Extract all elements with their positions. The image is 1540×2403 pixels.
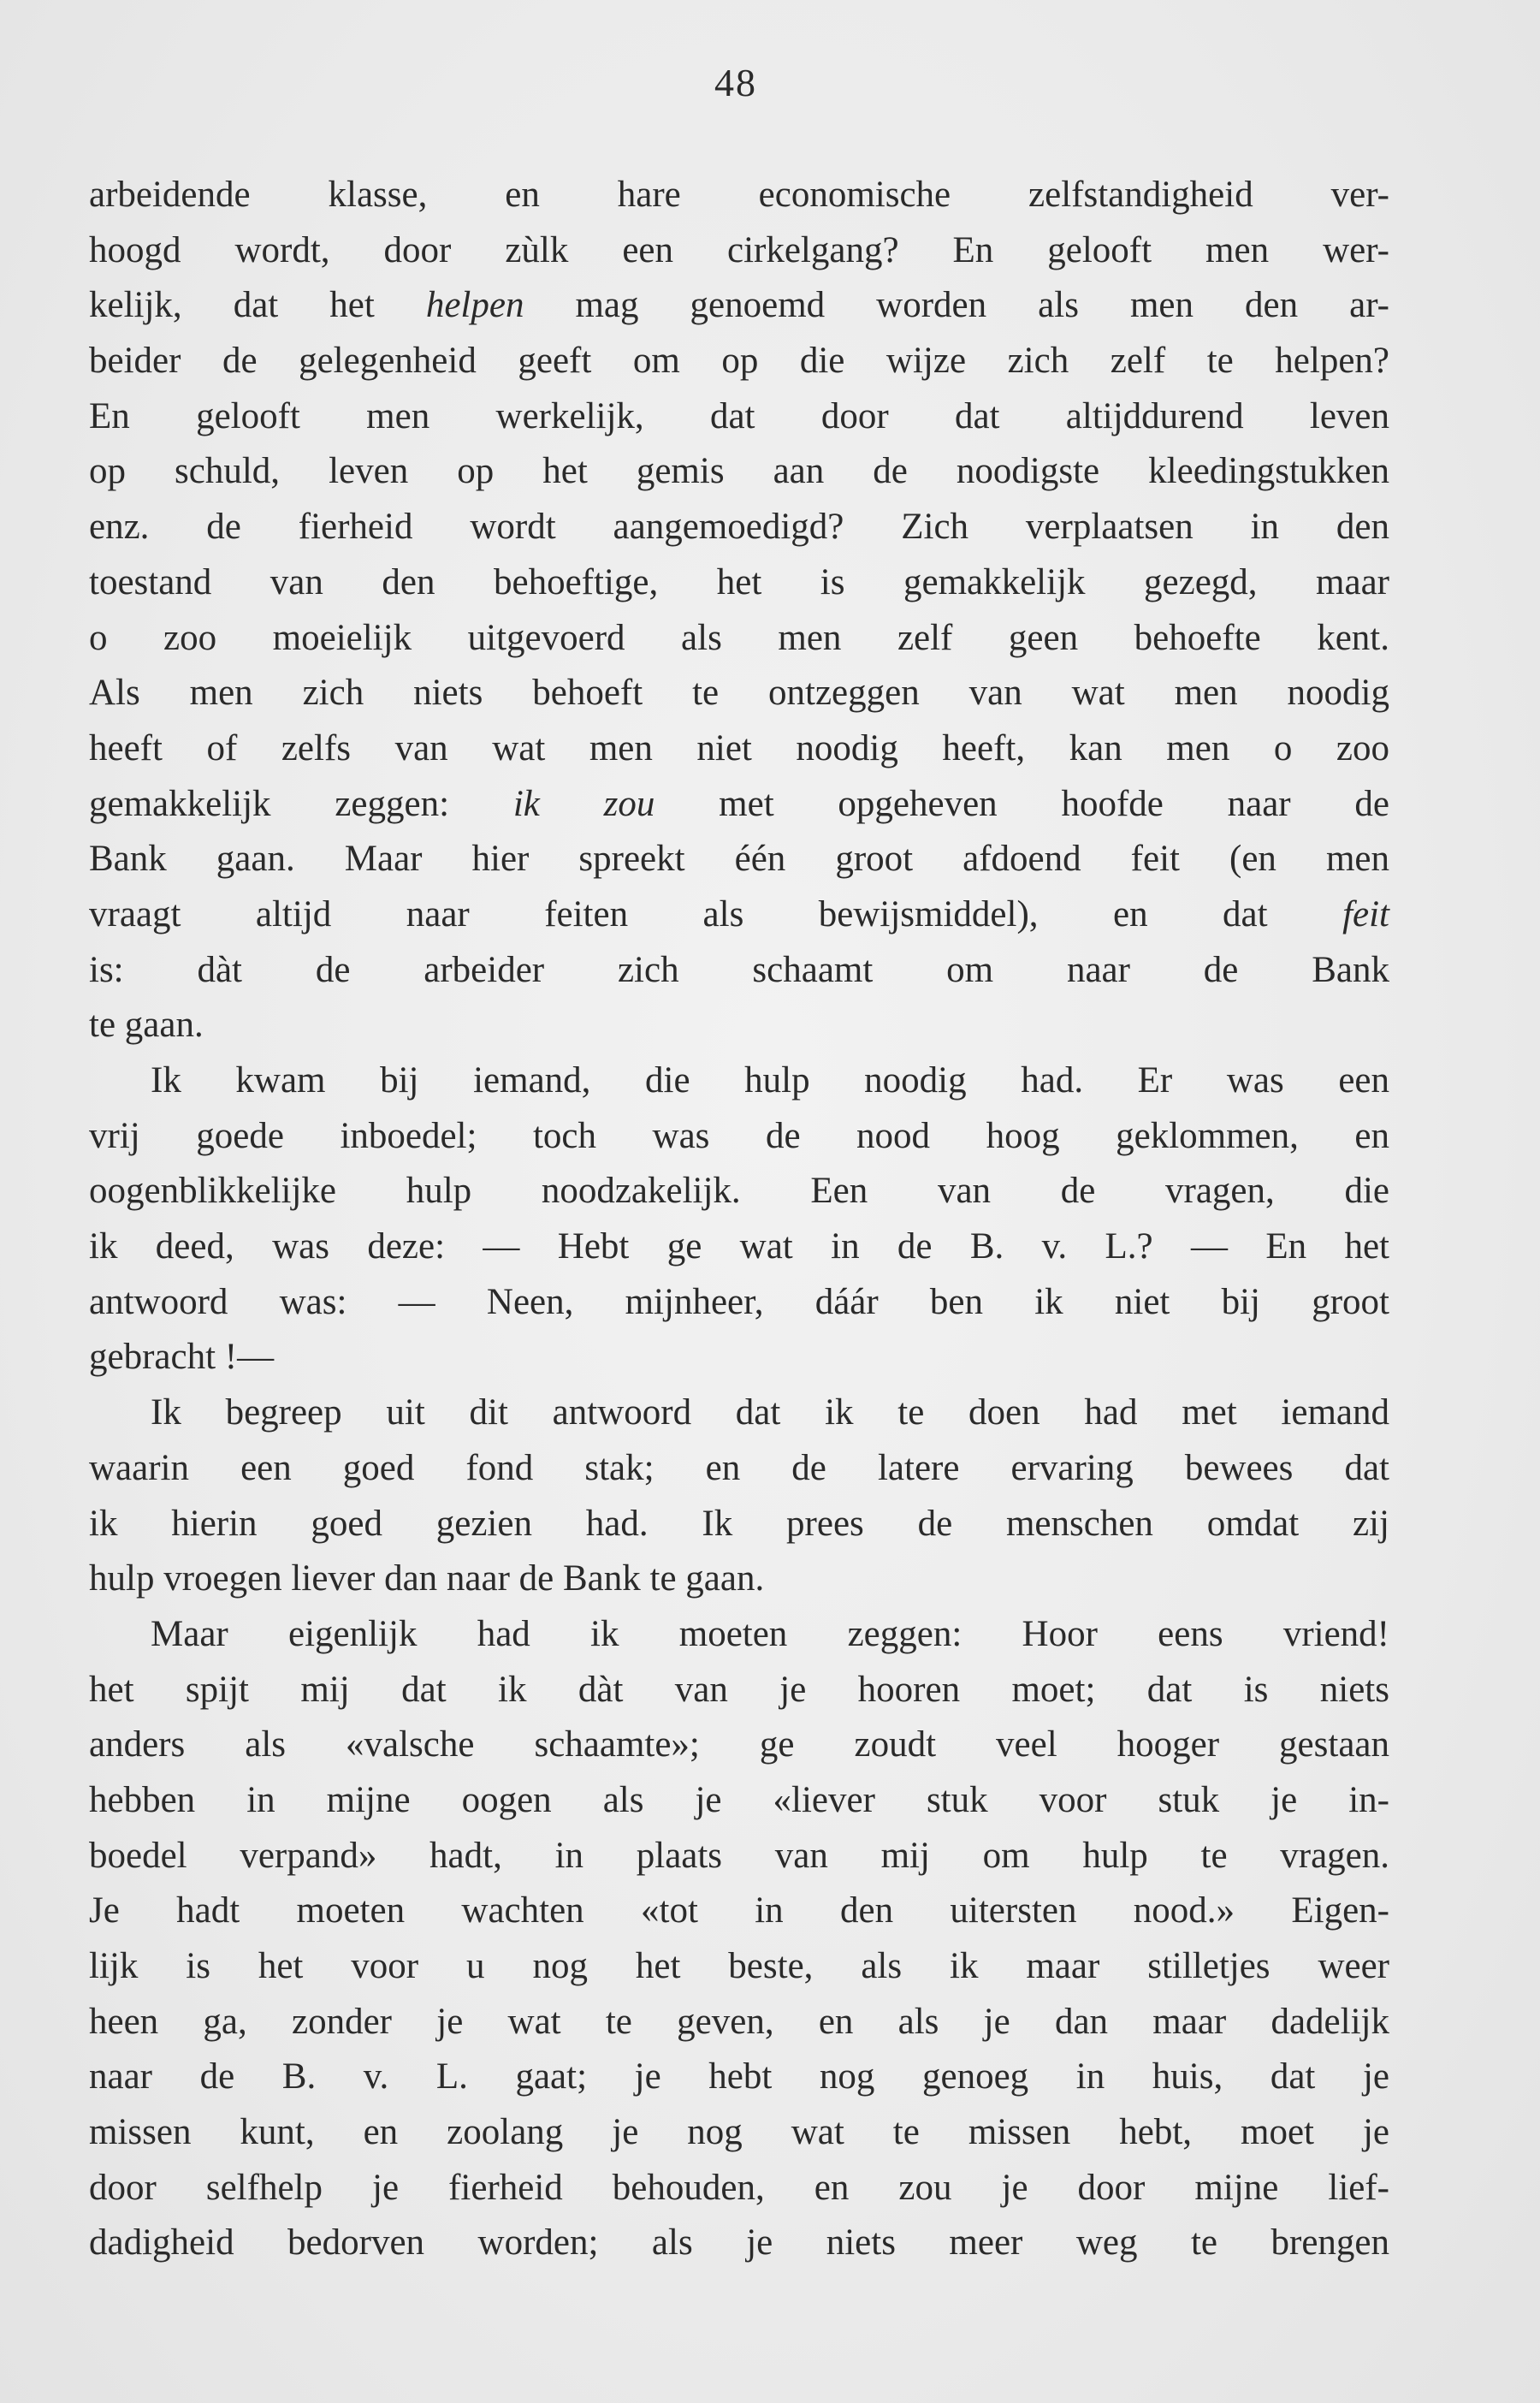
text-line — [89, 1164, 1389, 1219]
text-line — [89, 887, 1389, 943]
text-segment: heen ga, zonder je wat te geven, en als je dan maar dadelijk — [89, 2001, 1389, 2042]
text-segment: gebracht !— — [89, 1337, 275, 1378]
text-segment: gemakkelijk zeggen: — [89, 783, 513, 824]
text-segment: op schuld, leven op het gemis aan de noodigste kleedingstukken — [89, 451, 1389, 492]
text-segment: Je hadt moeten wachten «tot in den uitersten nood.» Eigen- — [89, 1890, 1389, 1931]
text-segment: anders als «valsche schaamte»; ge zoudt veel hooger gestaan — [89, 1724, 1389, 1765]
text-line — [89, 444, 1389, 500]
text-line — [89, 555, 1389, 611]
text-line — [89, 1275, 1389, 1331]
text-segment: Maar eigenlijk had ik moeten zeggen: Hoor eens vriend! — [151, 1613, 1389, 1654]
text-segment: En gelooft men werkelijk, dat door dat altijddurend leven — [89, 395, 1389, 436]
text-segment: is: dàt de arbeider zich schaamt om naar de Bank — [89, 949, 1389, 990]
text-line — [89, 1330, 1389, 1385]
text-line — [89, 2161, 1389, 2216]
text-segment: hoogd wordt, door zùlk een cirkelgang? En gelooft men wer- — [89, 229, 1389, 270]
page-number: 48 — [714, 61, 757, 104]
text-segment: arbeidende klasse, en hare economische zelfstandigheid ver- — [89, 175, 1389, 215]
text-line — [89, 1884, 1389, 1939]
text-segment: boedel verpand» hadt, in plaats van mij om hulp te vragen. — [89, 1835, 1389, 1876]
text-line — [89, 223, 1389, 279]
text-segment: ik deed, was deze: — Hebt ge wat in de B. v. L.? — En het — [89, 1226, 1389, 1267]
italic-text-segment: ik zou — [512, 783, 655, 824]
text-segment: antwoord was: — Neen, mijnheer, dáár ben ik niet bij groot — [89, 1281, 1389, 1322]
text-line — [89, 278, 1389, 334]
text-line — [89, 2216, 1389, 2271]
text-segment: Ik kwam bij iemand, die hulp noodig had. Er was een — [151, 1060, 1389, 1101]
text-line — [89, 1552, 1389, 1607]
text-line — [89, 1219, 1389, 1275]
text-segment: kelijk, dat het — [89, 285, 426, 326]
italic-text-segment: feit — [1342, 893, 1389, 934]
text-segment: beider de gelegenheid geeft om op die wijze zich zelf te helpen? — [89, 341, 1389, 382]
text-line — [89, 1663, 1389, 1718]
text-segment: lijk is het voor u nog het beste, als ik maar stilletjes weer — [89, 1946, 1389, 1986]
text-line — [89, 721, 1389, 777]
text-line — [89, 998, 1389, 1053]
text-segment: Ik begreep uit dit antwoord dat ik te doen had met iemand — [151, 1392, 1389, 1433]
text-segment: Als men zich niets behoeft te ontzeggen van wat men noodig — [89, 673, 1389, 714]
text-line — [89, 1829, 1389, 1884]
text-line — [89, 666, 1389, 721]
text-segment: door selfhelp je fierheid behouden, en zou je door mijne lief- — [89, 2167, 1389, 2208]
text-line — [89, 1607, 1389, 1663]
text-segment: enz. de fierheid wordt aangemoedigd? Zich verplaatsen in den — [89, 507, 1389, 548]
text-segment: hulp vroegen liever dan naar de Bank te gaan. — [89, 1558, 765, 1599]
text-segment: naar de B. v. L. gaat; je hebt nog genoeg in huis, dat je — [89, 2056, 1389, 2097]
text-segment: Bank gaan. Maar hier spreekt één groot afdoend feit (en men — [89, 839, 1389, 880]
text-line — [89, 334, 1389, 389]
text-line — [89, 168, 1389, 223]
text-line — [89, 1109, 1389, 1165]
text-segment: heeft of zelfs van wat men niet noodig heeft, kan men o zoo — [89, 727, 1389, 768]
body-text — [89, 168, 1389, 2271]
text-line — [89, 1718, 1389, 1773]
text-segment: het spijt mij dat ik dàt van je hooren moet; dat is niets — [89, 1669, 1389, 1710]
text-line — [89, 2105, 1389, 2161]
text-line — [89, 1385, 1389, 1441]
text-segment: waarin een goed fond stak; en de latere ervaring bewees dat — [89, 1447, 1389, 1488]
text-segment: hebben in mijne oogen als je «liever stuk voor stuk je in- — [89, 1779, 1389, 1820]
text-segment: missen kunt, en zoolang je nog wat te missen hebt, moet je — [89, 2112, 1389, 2153]
text-segment: oogenblikkelijke hulp noodzakelijk. Een van de vragen, die — [89, 1171, 1389, 1212]
text-segment: dadigheid bedorven worden; als je niets meer weg te brengen — [89, 2222, 1389, 2264]
text-segment: ik hierin goed gezien had. Ik prees de menschen omdat zij — [89, 1503, 1389, 1544]
text-segment: vraagt altijd naar feiten als bewijsmiddel), en dat — [89, 893, 1343, 934]
text-line — [89, 1053, 1389, 1109]
text-line — [89, 2050, 1389, 2105]
text-segment: te gaan. — [89, 1005, 204, 1046]
text-segment: o zoo moeielijk uitgevoerd als men zelf geen behoefte kent. — [89, 617, 1389, 658]
text-line — [89, 1497, 1389, 1552]
text-line — [89, 777, 1389, 833]
text-line — [89, 611, 1389, 667]
text-line — [89, 500, 1389, 555]
text-segment: met opgeheven hoofde naar de — [654, 783, 1389, 824]
text-segment: toestand van den behoeftige, het is gemakkelijk gezegd, maar — [89, 561, 1389, 602]
italic-text-segment: helpen — [425, 285, 524, 326]
text-line — [89, 1995, 1389, 2050]
text-line — [89, 832, 1389, 887]
text-line — [89, 1939, 1389, 1995]
text-segment: mag genoemd worden als men den ar- — [524, 285, 1389, 326]
text-line — [89, 389, 1389, 445]
text-segment: vrij goede inboedel; toch was de nood hoog geklommen, en — [89, 1115, 1389, 1156]
text-line — [89, 1441, 1389, 1497]
text-line — [89, 943, 1389, 999]
text-line — [89, 1773, 1389, 1829]
